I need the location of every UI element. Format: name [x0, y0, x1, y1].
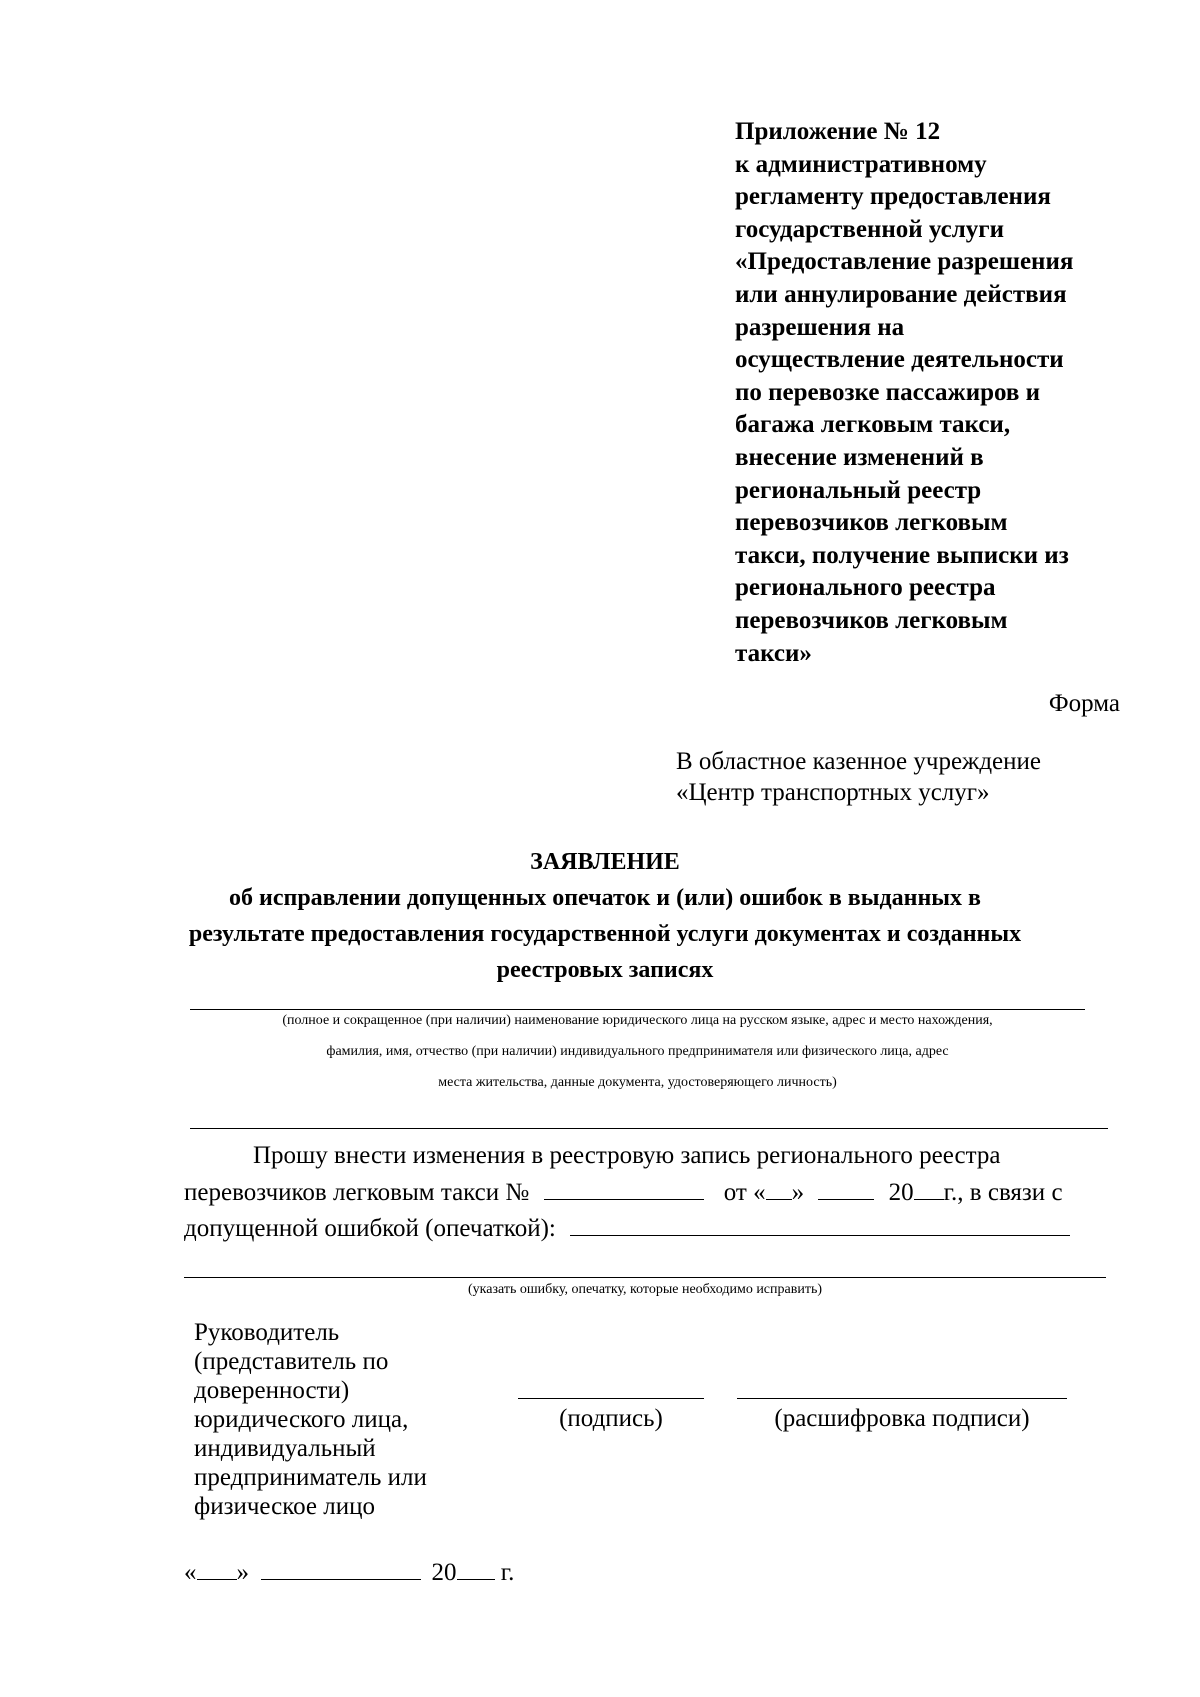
request-line-3	[184, 1208, 1070, 1247]
document-title	[170, 844, 1040, 988]
request-error-label: допущенной ошибкой (опечаткой):	[184, 1215, 556, 1242]
date-month-field[interactable]	[818, 1172, 874, 1200]
signatory-line: (представитель по	[194, 1348, 389, 1375]
signatory-line: доверенности)	[194, 1377, 350, 1404]
form-label: Форма	[1048, 690, 1120, 717]
sign-date-day-field[interactable]	[197, 1552, 237, 1580]
sign-date-month-field[interactable]	[261, 1552, 421, 1580]
appendix-line: осуществление деятельности	[735, 346, 1064, 374]
appendix-line: внесение изменений в	[735, 443, 984, 471]
appendix-line: «Предоставление разрешения	[735, 248, 1074, 276]
signatory-line: предприниматель или	[194, 1464, 427, 1491]
appendix-line: такси, получение выписки из	[735, 541, 1069, 569]
signature-caption: (подпись)	[559, 1405, 663, 1432]
appendix-line: регламенту предоставления	[735, 183, 1051, 211]
date-year-field[interactable]	[914, 1172, 944, 1200]
request-date-close-quote: »	[791, 1179, 805, 1206]
appendix-line: перевозчиков легковым	[735, 606, 1008, 634]
signatory-line: физическое лицо	[194, 1493, 375, 1520]
signature-line[interactable]	[518, 1398, 704, 1399]
request-year-prefix: 20	[888, 1179, 914, 1206]
addressee-line-2: «Центр транспортных услуг»	[676, 779, 990, 806]
appendix-line: государственной услуги	[735, 215, 1005, 243]
error-description-field[interactable]	[570, 1208, 1070, 1236]
applicant-name-line[interactable]	[190, 1009, 1085, 1010]
date-line	[184, 1552, 514, 1591]
request-registry-label: перевозчиков легковым такси №	[184, 1179, 530, 1206]
error-caption: (указать ошибку, опечатку, которые необходимо исправить)	[468, 1282, 822, 1297]
appendix-header	[735, 116, 1155, 670]
error-description-line[interactable]	[184, 1277, 1106, 1278]
signatory-line: индивидуальный	[194, 1435, 376, 1462]
title-line-2: результате предоставления государственной услуги документах и созданных	[188, 921, 1022, 947]
appendix-line: такси»	[735, 639, 812, 667]
signatory-label	[194, 1318, 427, 1521]
appendix-line: по перевозке пассажиров и	[735, 378, 1041, 406]
applicant-caption-2: фамилия, имя, отчество (при наличии) индивидуального предпринимателя или физического лица, адрес	[326, 1044, 949, 1059]
sign-date-year-suffix: г.	[500, 1559, 515, 1586]
signatory-line: Руководитель	[194, 1319, 340, 1346]
title-line-1: об исправлении допущенных опечаток и (или) ошибок в выданных в	[229, 885, 981, 911]
sign-date-year-field[interactable]	[457, 1552, 495, 1580]
date-close-quote: »	[236, 1559, 249, 1586]
addressee-line-1: В областное казенное учреждение	[676, 748, 1042, 775]
request-date-from: от «	[723, 1179, 766, 1206]
applicant-caption-1: (полное и сокращенное (при наличии) наименование юридического лица на русском языке, адрес и место нахождения,	[282, 1013, 993, 1028]
date-open-quote: «	[184, 1559, 197, 1586]
appendix-line: или аннулирование действия	[735, 280, 1067, 308]
signature-decoding-caption: (расшифровка подписи)	[774, 1405, 1030, 1432]
applicant-caption-3: места жительства, данные документа, удостоверяющего личность)	[438, 1075, 837, 1090]
appendix-line: региональный реестр	[735, 476, 982, 504]
appendix-line: багажа легковым такси,	[735, 411, 1011, 439]
request-line-2	[184, 1172, 1063, 1211]
appendix-line: к административному	[735, 150, 987, 178]
signatory-line: юридического лица,	[194, 1406, 409, 1433]
appendix-line: регионального реестра	[735, 574, 996, 602]
appendix-line: перевозчиков легковым	[735, 509, 1008, 537]
request-line-1: Прошу внести изменения в реестровую запись регионального реестра	[253, 1142, 1001, 1169]
appendix-line: разрешения на	[735, 313, 905, 341]
date-day-field[interactable]	[766, 1172, 792, 1200]
registry-number-field[interactable]	[544, 1172, 704, 1200]
signature-decoding-line[interactable]	[737, 1398, 1067, 1399]
title-line-3: реестровых записях	[496, 957, 714, 983]
request-reason-text: г., в связи с	[943, 1179, 1063, 1206]
appendix-line: Приложение № 12	[735, 118, 941, 145]
sign-date-year-prefix: 20	[431, 1559, 457, 1586]
applicant-extra-line[interactable]	[190, 1128, 1108, 1129]
addressee-block	[676, 746, 1041, 808]
title-heading: ЗАЯВЛЕНИЕ	[530, 849, 680, 875]
